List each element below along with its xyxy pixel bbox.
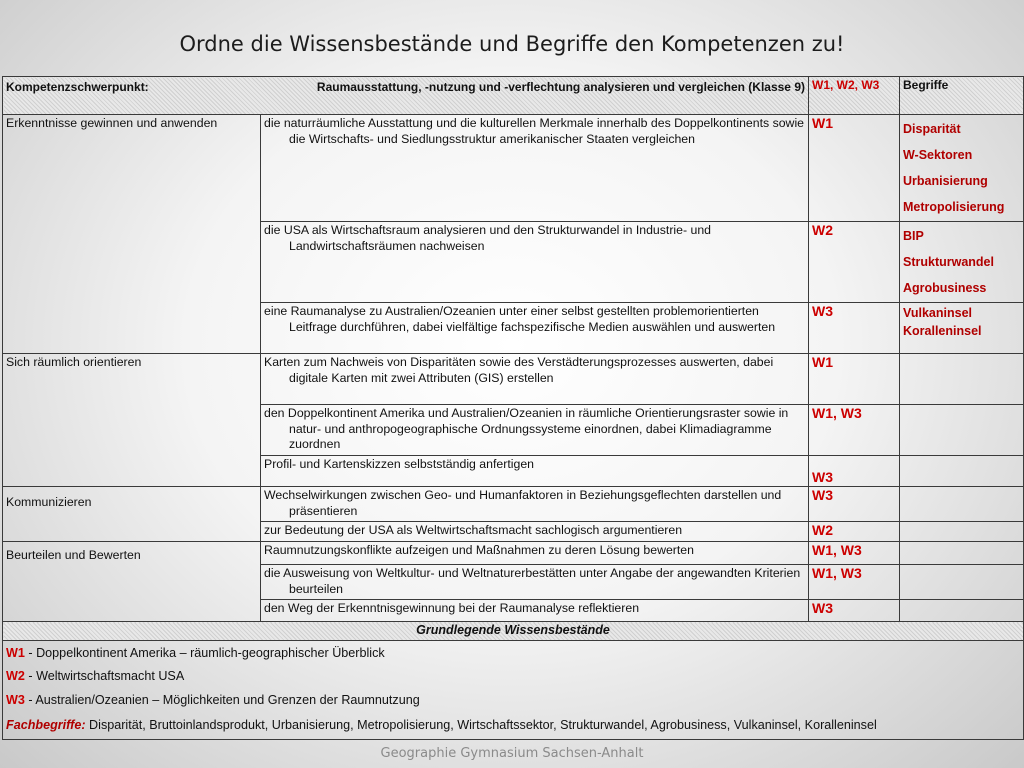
fachbegriffe-label: Fachbegriffe: <box>6 718 86 732</box>
table-row <box>3 487 1024 522</box>
terms-column-header: Begriffe <box>900 77 1024 115</box>
competence-description <box>261 115 809 222</box>
terms-cell <box>900 456 1024 487</box>
knowledge-ref: W3 <box>809 487 900 522</box>
terms-cell <box>900 565 1024 600</box>
competence-focus-topic: Raumausstattung, -nutzung und -verflechtung analysieren und vergleichen (Klasse 9) <box>316 80 805 94</box>
table-row <box>3 542 1024 565</box>
competence-description <box>261 565 809 600</box>
competence-label: Kommunizieren <box>6 495 92 509</box>
term: Koralleninsel <box>903 324 982 338</box>
description-text: eine Raumanalyse zu Australien/Ozeanien unter einer selbst gestellten problemorientierten Leitfrage durchführen, dabei vielfältige fachspezifische Medien auswählen und auswerten <box>264 304 776 334</box>
knowledge-ref: W3 <box>809 600 900 622</box>
legend-item <box>6 642 1020 666</box>
competence-description <box>261 222 809 303</box>
description-text: Raumnutzungskonflikte aufzeigen und Maßnahmen zu deren Lösung bewerten <box>264 543 694 557</box>
legend-text: - Weltwirtschaftsmacht USA <box>24 669 185 683</box>
terms-cell <box>900 542 1024 565</box>
description-text: den Doppelkontinent Amerika und Australien/Ozeanien in räumliche Orientierungsraster sowie in natur- und anthropogeographische Ordnungssysteme einordnen, dabei Klimadiagramme zuordnen <box>264 406 789 451</box>
table-row <box>3 115 1024 222</box>
terms-cell <box>900 405 1024 456</box>
term: Strukturwandel <box>903 255 994 269</box>
term: Vulkaninsel <box>903 306 973 320</box>
legend-text: - Australien/Ozeanien – Möglichkeiten und Grenzen der Raumnutzung <box>24 692 420 707</box>
competence-description <box>261 542 809 565</box>
legend-row <box>3 640 1024 739</box>
description-text: zur Bedeutung der USA als Weltwirtschaftsmacht sachlogisch argumentieren <box>264 523 683 537</box>
legend-cell <box>3 640 1024 739</box>
competence-description <box>261 354 809 405</box>
competence-cell: Sich räumlich orientieren <box>3 354 261 487</box>
competence-cell <box>3 542 261 622</box>
knowledge-ref: W1, W3 <box>809 542 900 565</box>
description-text: die naturräumliche Ausstattung und die kulturellen Merkmale innerhalb des Doppelkontinents sowie die Wirtschafts- und Siedlungsstruktur amerikanischer Staaten vergleichen <box>264 116 805 146</box>
w-column-header: W1, W2, W3 <box>809 77 900 115</box>
term: Agrobusiness <box>903 281 987 295</box>
terms-cell <box>900 522 1024 542</box>
competence-table <box>2 76 1024 740</box>
competence-description <box>261 405 809 456</box>
description-text: die Ausweisung von Weltkultur- und Weltnaturerbestätten unter Angabe der angewandten Kriterien beurteilen <box>264 566 801 596</box>
legend-key: W1 <box>6 645 25 660</box>
competence-cell <box>3 487 261 542</box>
knowledge-ref: W1 <box>809 115 900 222</box>
knowledge-ref: W2 <box>809 522 900 542</box>
competence-description <box>261 303 809 354</box>
legend-item <box>6 665 1020 689</box>
knowledge-ref: W1, W3 <box>809 565 900 600</box>
term: Urbanisierung <box>903 174 988 188</box>
description-text: die USA als Wirtschaftsraum analysieren und den Strukturwandel in Industrie- und Landwirtschaftsräumen nachweisen <box>264 223 712 253</box>
terms-cell <box>900 222 1024 303</box>
terms-cell <box>900 487 1024 522</box>
description-text: Profil- und Kartenskizzen selbstständig anfertigen <box>264 457 534 471</box>
competence-focus-header <box>3 77 809 115</box>
knowledge-ref: W3 <box>809 456 900 487</box>
competence-cell: Erkenntnisse gewinnen und anwenden <box>3 115 261 354</box>
knowledge-ref: W2 <box>809 222 900 303</box>
term: BIP <box>903 229 924 243</box>
legend-text: - Doppelkontinent Amerika – räumlich-geographischer Überblick <box>24 645 385 660</box>
competence-description <box>261 456 809 487</box>
competence-focus-label: Kompetenzschwerpunkt: <box>6 80 149 94</box>
competence-description <box>261 522 809 542</box>
knowledge-ref: W1, W3 <box>809 405 900 456</box>
competence-description <box>261 600 809 622</box>
table-row <box>3 354 1024 405</box>
terms-cell <box>900 600 1024 622</box>
slide-footer <box>0 734 1024 760</box>
legend-key: W3 <box>6 692 25 707</box>
slide-title: Ordne die Wissensbestände und Begriffe den Kompetenzen zu! <box>179 32 845 56</box>
term: Disparität <box>903 122 961 136</box>
terms-cell <box>900 115 1024 222</box>
description-text: Wechselwirkungen zwischen Geo- und Humanfaktoren in Beziehungsgeflechten darstellen und präsentieren <box>264 488 782 518</box>
knowledge-section-title: Grundlegende Wissensbestände <box>3 622 1024 641</box>
knowledge-ref: W3 <box>809 303 900 354</box>
competence-description <box>261 487 809 522</box>
table-header-row <box>3 77 1024 115</box>
legend-key: W2 <box>6 669 25 683</box>
description-text: Karten zum Nachweis von Disparitäten sowie des Verstädterungsprozesses auswerten, dabei digitale Karten mit zwei Attributen (GIS) erstellen <box>264 355 774 385</box>
competence-label: Beurteilen und Bewerten <box>6 548 141 562</box>
legend-item <box>6 689 1020 713</box>
description-text: den Weg der Erkenntnisgewinnung bei der Raumanalyse reflektieren <box>264 601 640 615</box>
term: W-Sektoren <box>903 148 973 162</box>
terms-cell <box>900 354 1024 405</box>
knowledge-ref: W1 <box>809 354 900 405</box>
section-header-row <box>3 622 1024 641</box>
term: Metropolisierung <box>903 200 1005 214</box>
fachbegriffe-text: Disparität, Bruttoinlandsprodukt, Urbanisierung, Metropolisierung, Wirtschaftssektor, Strukturwandel, Agrobusiness, Vulkaninsel, Koralleninsel <box>85 718 877 732</box>
footer-line-2: Geographie Gymnasium Sachsen-Anhalt <box>380 746 644 761</box>
terms-cell <box>900 303 1024 354</box>
